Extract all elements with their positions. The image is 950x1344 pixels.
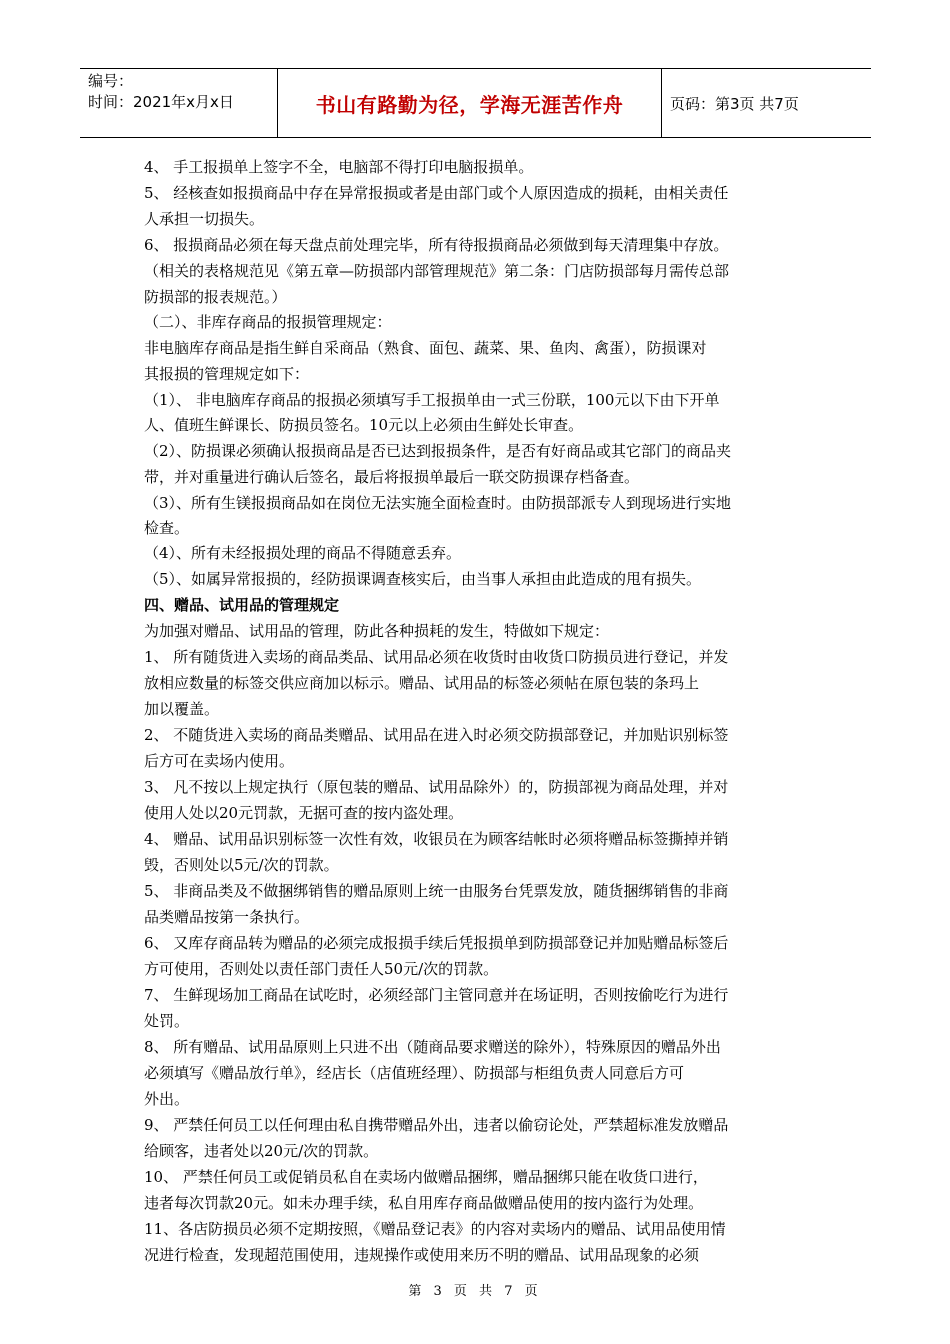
body-line: 2、 不随货进入卖场的商品类赠品、试用品在进入时必须交防损部登记，并加贴识别标签 — [144, 726, 729, 744]
body-line: 7、 生鲜现场加工商品在试吃时，必须经部门主管同意并在场证明，否则按偷吃行为进行 — [144, 986, 729, 1004]
body-line: （二）、非库存商品的报损管理规定： — [144, 313, 392, 331]
body-line: 放相应数量的标签交供应商加以标示。赠品、试用品的标签必须帖在原包装的条玛上 — [144, 674, 700, 692]
body-line: 5、 非商品类及不做捆绑销售的赠品原则上统一由服务台凭票发放，随货捆绑销售的非商 — [144, 882, 729, 900]
body-line: 加以覆盖。 — [144, 700, 220, 718]
body-line: （相关的表格规范见《第五章—防损部内部管理规范》第二条：门店防损部每月需传总部 — [144, 262, 730, 280]
document-number-label: 编号： — [88, 72, 134, 90]
body-line: 其报损的管理规定如下： — [144, 365, 310, 383]
body-line: （5）、如属异常报损的，经防损课调查核实后，由当事人承担由此造成的甩有损失。 — [144, 570, 702, 588]
header-motto-cell — [278, 69, 662, 137]
document-time-label: 时间：2021年x月x日 — [88, 93, 234, 111]
body-line: （2）、防损课必须确认报损商品是否已达到报损条件，是否有好商品或其它部门的商品夹 — [144, 442, 732, 460]
body-line: 8、 所有赠品、试用品原则上只进不出（随商品要求赠送的除外），特殊原因的赠品外出 — [144, 1038, 721, 1056]
body-line: 为加强对赠品、试用品的管理，防此各种损耗的发生，特做如下规定： — [144, 622, 610, 640]
body-line: 1、 所有随货进入卖场的商品类品、试用品必须在收货时由收货口防损员进行登记，并发 — [144, 648, 729, 666]
body-line: 必须填写《赠品放行单》，经店长（店值班经理）、防损部与柜组负责人同意后方可 — [144, 1064, 685, 1082]
body-line: 6、 又库存商品转为赠品的必须完成报损手续后凭报损单到防损部登记并加贴赠品标签后 — [144, 934, 729, 952]
page-header — [80, 68, 871, 138]
body-line: 非电脑库存商品是指生鲜自采商品（熟食、面包、蔬菜、果、鱼肉、禽蛋），防损课对 — [144, 339, 707, 357]
body-line: 4、 手工报损单上签字不全，电脑部不得打印电脑报损单。 — [144, 158, 534, 176]
body-line: 方可使用，否则处以责任部门责任人50元/次的罚款。 — [144, 960, 499, 978]
header-page-info-cell — [662, 69, 871, 137]
header-motto: 书山有路勤为径，学海无涯苦作舟 — [315, 92, 624, 117]
body-line: 使用人处以20元罚款，无据可查的按内盗处理。 — [144, 804, 464, 822]
section-heading: 四、赠品、试用品的管理规定 — [144, 596, 340, 614]
body-line: 处罚。 — [144, 1012, 190, 1030]
body-line: 6、 报损商品必须在每天盘点前处理完毕，所有待报损商品必须做到每天清理集中存放。 — [144, 236, 729, 254]
body-line: （4）、所有未经报损处理的商品不得随意丢弃。 — [144, 544, 462, 562]
body-line: 5、 经核查如报损商品中存在异常报损或者是由部门或个人原因造成的损耗，由相关责任 — [144, 184, 729, 202]
body-line: 给顾客，违者处以20元/次的罚款。 — [144, 1142, 379, 1160]
body-line: （3）、所有生镁报损商品如在岗位无法实施全面检查时。由防损部派专人到现场进行实地 — [144, 494, 732, 512]
body-line: 防损部的报表规范。） — [144, 288, 287, 306]
body-line: 3、 凡不按以上规定执行（原包装的赠品、试用品除外）的，防损部视为商品处理，并对 — [144, 778, 729, 796]
body-line: 违者每次罚款20元。如未办理手续，私自用库存商品做赠品使用的按内盗行为处理。 — [144, 1194, 704, 1212]
body-line: 人、值班生鲜课长、防损员签名。10元以上必须由生鲜处长审查。 — [144, 416, 584, 434]
body-line: （1）、 非电脑库存商品的报损必须填写手工报损单由一式三份联，100元以下由下开单 — [144, 391, 720, 409]
header-page-info: 页码：第3页 共7页 — [670, 94, 799, 113]
body-line: 带，并对重量进行确认后签名，最后将报损单最后一联交防损课存档备查。 — [144, 468, 640, 486]
body-line: 后方可在卖场内使用。 — [144, 752, 295, 770]
body-line: 人承担一切损失。 — [144, 210, 265, 228]
body-line: 况进行检查，发现超范围使用，违规操作或使用来历不明的赠品、试用品现象的必须 — [144, 1246, 700, 1264]
body-line: 4、 赠品、试用品识别标签一次性有效，收银员在为顾客结帐时必须将赠品标签撕掉并销 — [144, 830, 729, 848]
body-line: 11、各店防损员必须不定期按照，《赠品登记表》的内容对卖场内的赠品、试用品使用情 — [144, 1220, 726, 1238]
body-line: 10、 严禁任何员工或促销员私自在卖场内做赠品捆绑，赠品捆绑只能在收货口进行， — [144, 1168, 708, 1186]
page-footer: 第 3 页 共 7 页 — [408, 1284, 542, 1299]
body-line: 品类赠品按第一条执行。 — [144, 908, 310, 926]
header-meta — [80, 69, 278, 137]
body-line: 检查。 — [144, 519, 190, 537]
body-line: 外出。 — [144, 1090, 190, 1108]
body-line: 毁，否则处以5元/次的罚款。 — [144, 856, 339, 874]
body-line: 9、 严禁任何员工以任何理由私自携带赠品外出，违者以偷窃论处，严禁超标准发放赠品 — [144, 1116, 729, 1134]
